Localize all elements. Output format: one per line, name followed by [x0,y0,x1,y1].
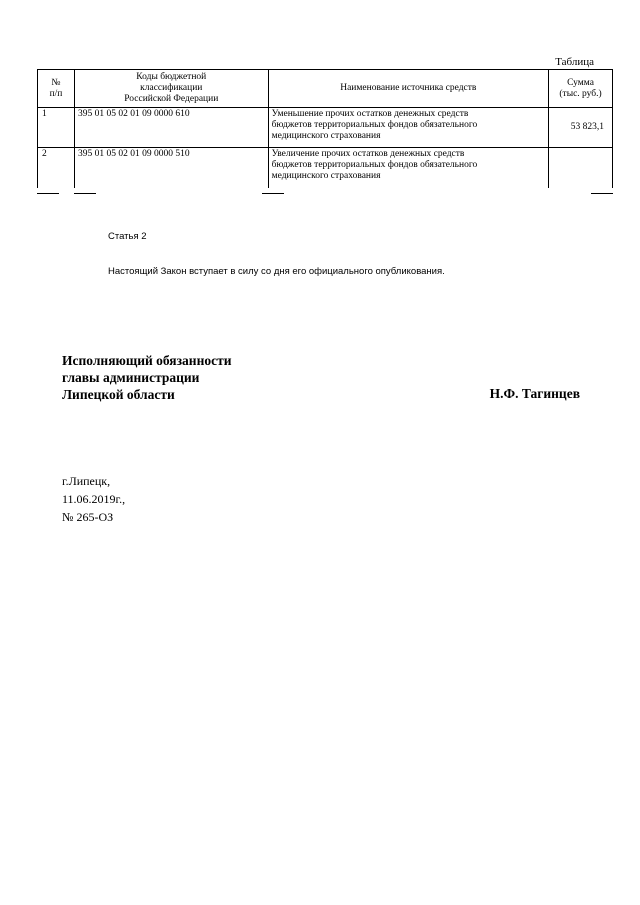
row-name-line: медицинского страхования [271,131,381,141]
table-row [38,148,613,188]
header-num [38,70,75,108]
table-row [38,108,613,148]
row-code: 395 01 05 02 01 09 0000 610 [74,108,268,148]
article-text: Настоящий Закон вступает в силу со дня его официального опубликования. [108,266,445,277]
header-codes-line: классификации [140,83,203,93]
row-code: 395 01 05 02 01 09 0000 510 [74,148,268,188]
table-cut-mark [37,193,59,194]
date: 11.06.2019г., [62,492,126,506]
signer-title-line: Исполняющий обязанности [62,353,232,368]
header-name: Наименование источника средств [268,70,548,108]
signer-title-line: главы администрации [62,370,200,385]
table-header-row [38,70,613,108]
signer-title-line: Липецкой области [62,387,175,402]
header-num-line: № [51,77,61,88]
row-name-line: Уменьшение прочих остатков денежных средств [271,109,469,119]
row-amount: 53 823,1 [549,108,613,148]
budget-sources-table [37,69,613,188]
table-cut-mark [262,193,284,194]
row-name-line: бюджетов территориальных фондов обязательного [271,160,478,170]
header-num-line: п/п [49,88,63,99]
header-codes-line: Российской Федерации [124,94,219,104]
law-number: № 265-ОЗ [62,510,114,524]
header-amount-line: (тыс. руб.) [559,88,602,99]
place: г.Липецк, [62,474,111,488]
row-num: 1 [38,108,75,148]
article-heading: Статья 2 [108,231,147,242]
row-name [268,108,548,148]
signer-title [62,352,232,403]
row-amount [549,148,613,188]
row-num: 2 [38,148,75,188]
table-cut-mark [591,193,613,194]
header-amount-line: Сумма [567,77,594,88]
row-name-line: бюджетов территориальных фондов обязательного [271,120,478,130]
header-codes [74,70,268,108]
row-name-line: медицинского страхования [271,171,381,181]
header-amount [549,70,613,108]
row-name-line: Увеличение прочих остатков денежных средств [271,149,465,159]
signer-name: Н.Ф. Тагинцев [489,386,580,401]
table-cut-mark [74,193,96,194]
place-date-block [62,472,125,526]
header-codes-line: Коды бюджетной [136,72,207,82]
table-caption: Таблица [555,56,594,68]
row-name [268,148,548,188]
